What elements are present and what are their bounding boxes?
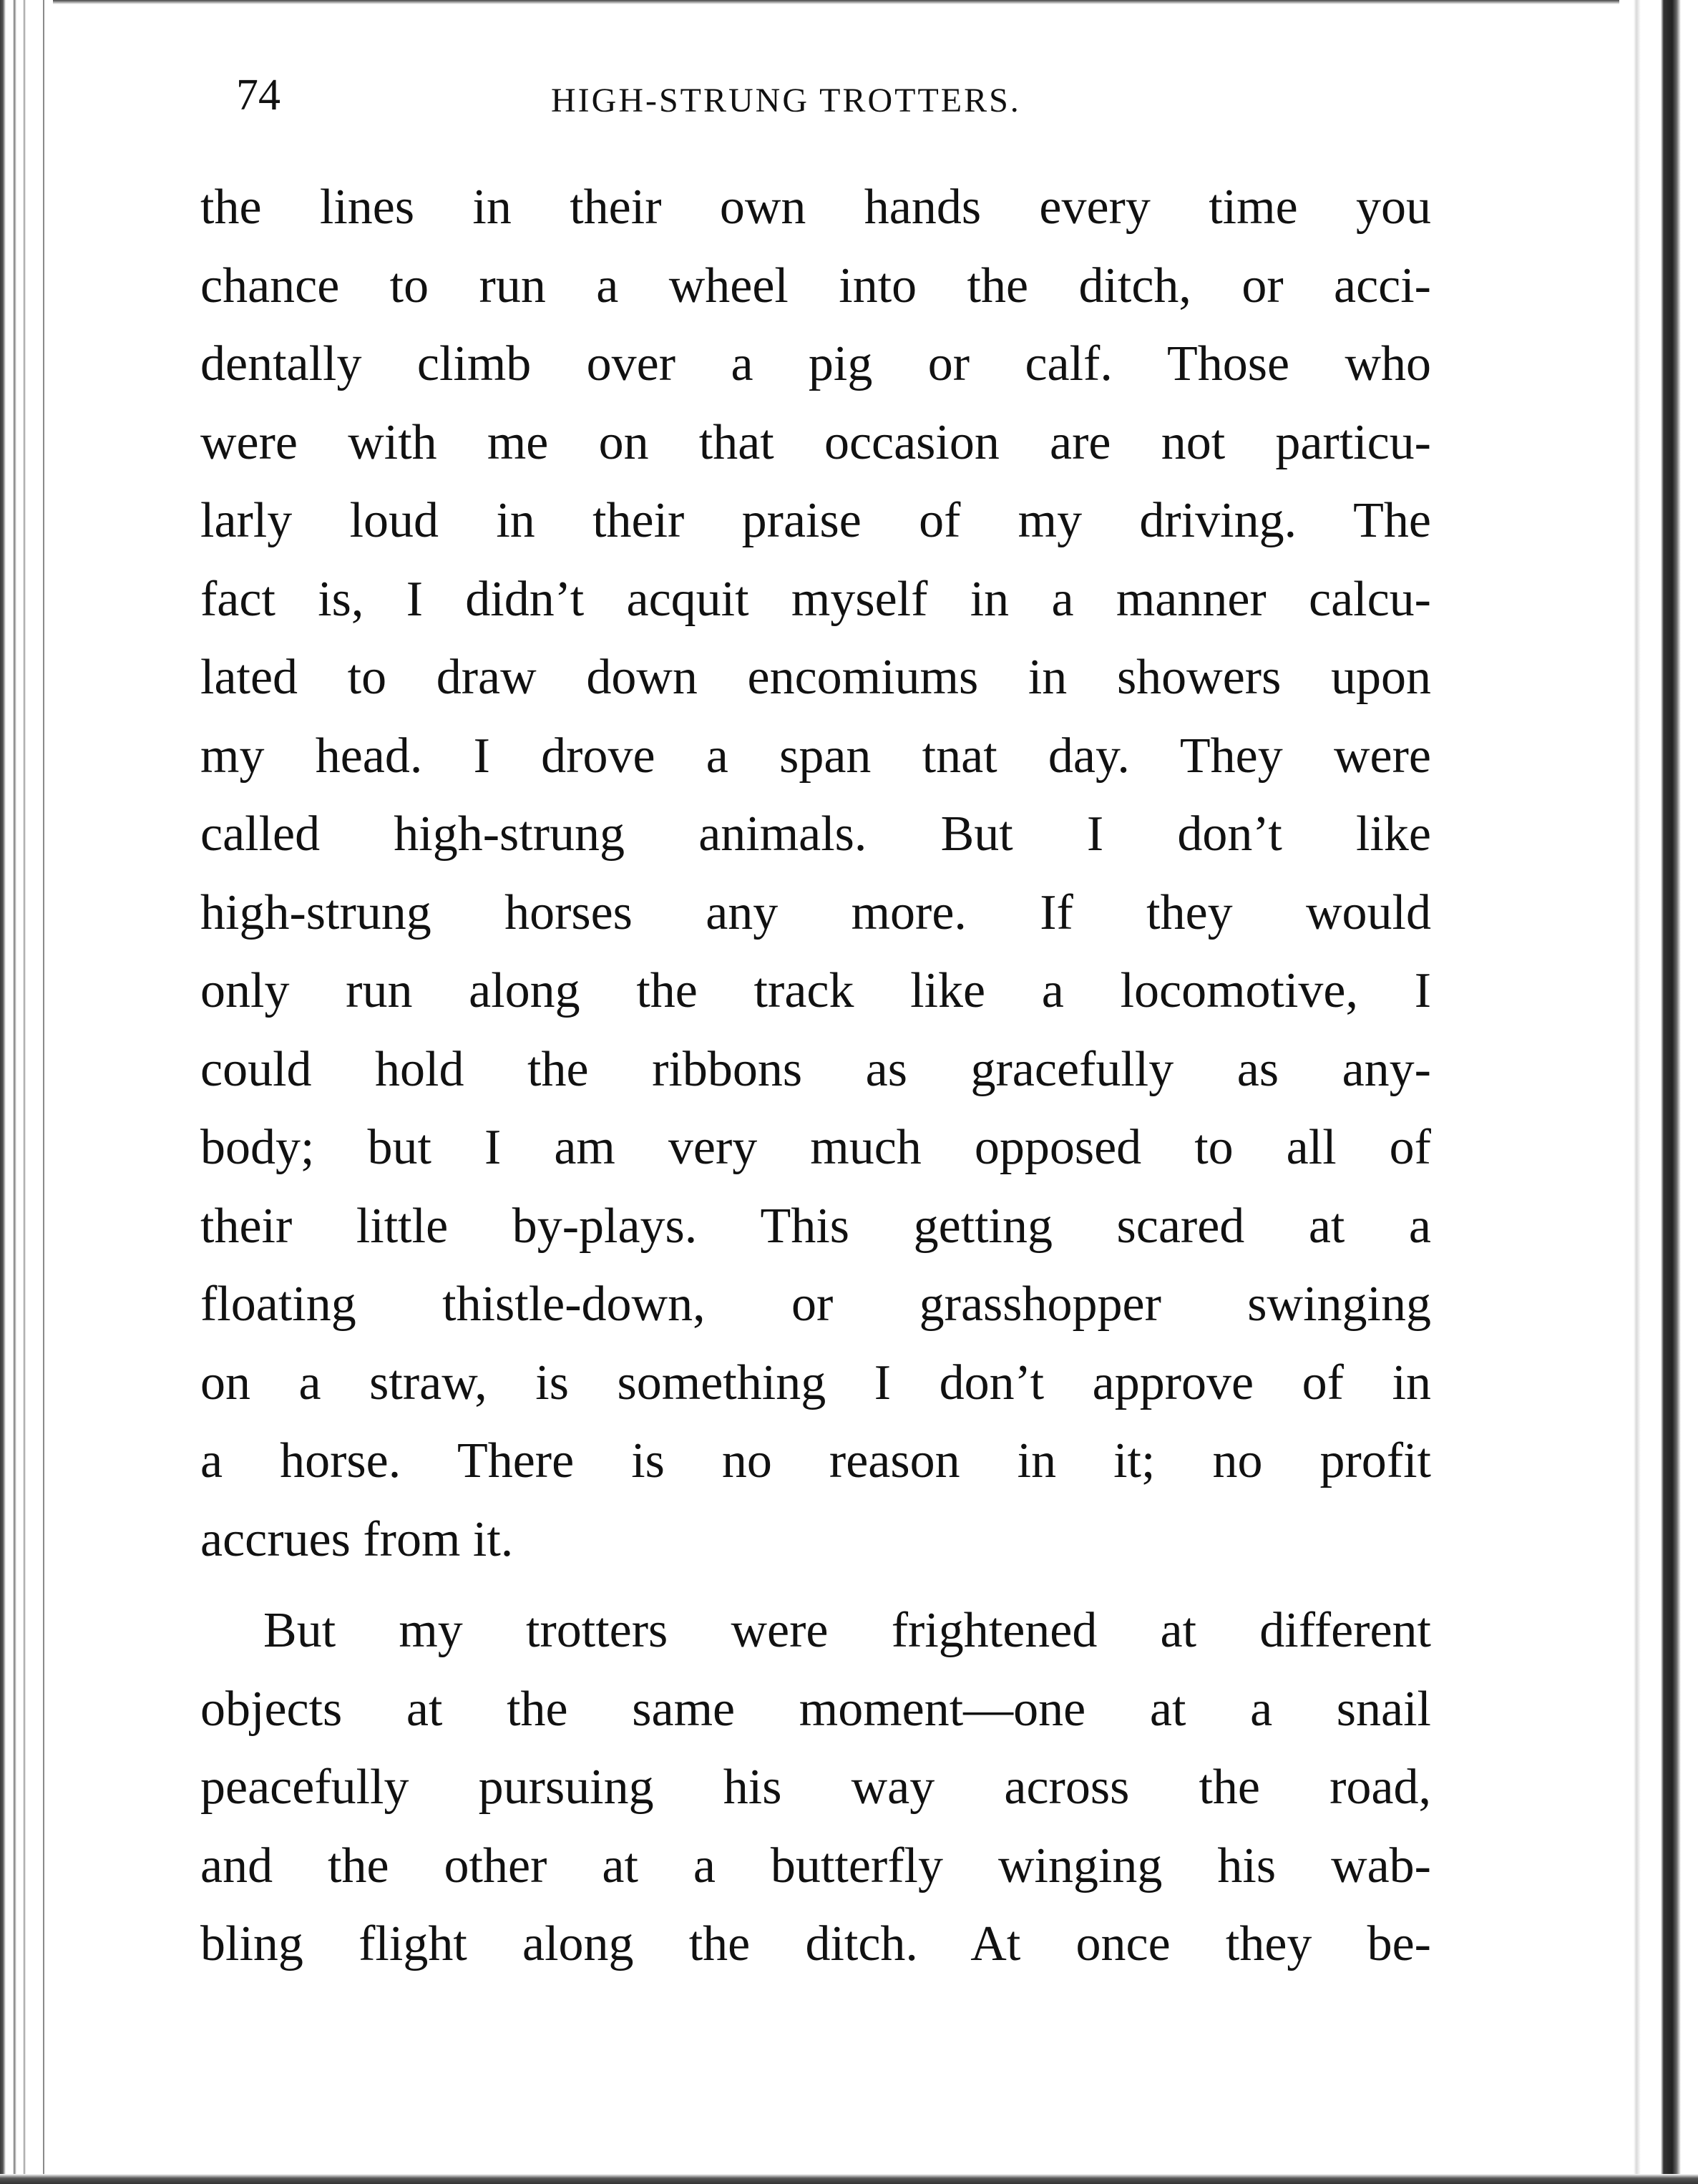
body-text bbox=[200, 168, 1431, 1984]
scan-edge-right bbox=[1619, 0, 1698, 2184]
text-line: But my trotters were frightened at different bbox=[263, 1603, 1431, 1658]
text-line: objects at the same moment—one at a snail bbox=[200, 1681, 1431, 1737]
text-line: dentally climb over a pig or calf. Those who bbox=[200, 336, 1431, 391]
text-line: peacefully pursuing his way across the road, bbox=[200, 1760, 1431, 1815]
page-header bbox=[236, 63, 1188, 127]
text-line: my head. I drove a span tnat day. They were bbox=[200, 728, 1431, 784]
page-number: 74 bbox=[236, 71, 280, 120]
paragraph-gap bbox=[200, 1579, 1431, 1591]
text-line: the lines in their own hands every time you bbox=[200, 180, 1431, 235]
text-line: only run along the track like a locomotive, I bbox=[200, 963, 1431, 1018]
text-line: were with me on that occasion are not particu- bbox=[200, 414, 1431, 470]
text-line: could hold the ribbons as gracefully as any- bbox=[200, 1041, 1431, 1097]
text-line: high-strung horses any more. If they would bbox=[200, 884, 1431, 940]
text-line: their little by-plays. This getting scared at a bbox=[200, 1198, 1431, 1254]
text-line: called high-strung animals. But I don’t like bbox=[200, 806, 1431, 862]
scan-edge-left-rule bbox=[43, 0, 44, 2184]
text-line: bling flight along the ditch. At once they be- bbox=[200, 1916, 1431, 1971]
text-line: larly loud in their praise of my driving. The bbox=[200, 493, 1431, 548]
text-line: and the other at a butterfly winging his wab- bbox=[200, 1838, 1431, 1893]
text-line: accrues from it. bbox=[200, 1511, 514, 1567]
running-head: HIGH-STRUNG TROTTERS. bbox=[551, 82, 1021, 120]
text-line: floating thistle-down, or grasshopper swinging bbox=[200, 1277, 1431, 1332]
text-line: on a straw, is something I don’t approve of in bbox=[200, 1355, 1431, 1410]
text-line: body; but I am very much opposed to all of bbox=[200, 1120, 1431, 1175]
text-line: fact is, I didn’t acquit myself in a manner calcu- bbox=[200, 571, 1431, 627]
text-line: a horse. There is no reason in it; no profit bbox=[200, 1433, 1431, 1488]
paragraph-2 bbox=[200, 1591, 1431, 1984]
scan-edge-left bbox=[0, 0, 53, 2184]
paragraph-1 bbox=[200, 168, 1431, 1579]
scan-edge-top bbox=[0, 0, 1698, 4]
scan-edge-bottom bbox=[0, 2174, 1698, 2184]
text-line: lated to draw down encomiums in showers upon bbox=[200, 650, 1431, 705]
text-line: chance to run a wheel into the ditch, or acci- bbox=[200, 258, 1431, 313]
